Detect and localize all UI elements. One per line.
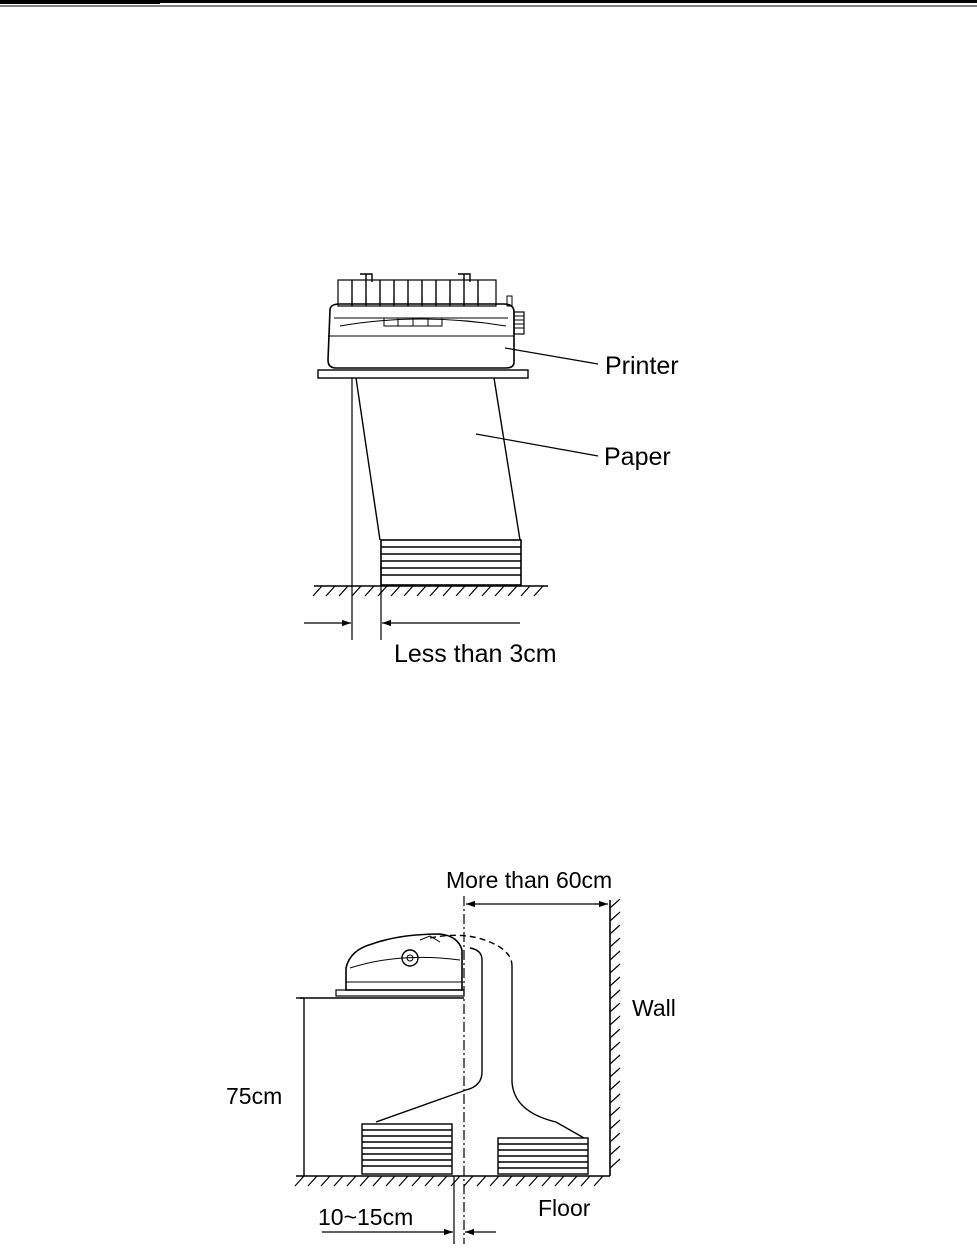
printer-label: Printer [605,352,679,380]
hatch-mark [404,586,413,596]
hatch-mark [495,586,504,596]
wall-label: Wall [632,995,676,1021]
hatch-mark [430,586,439,596]
hatch-mark [610,1068,620,1077]
hatch-mark [443,586,452,596]
hatch-mark [542,1176,551,1186]
hatch-mark [438,1176,447,1186]
hatch-mark [417,586,426,596]
hatch-mark [321,1176,330,1186]
hatch-mark [477,1176,486,1186]
wall-hatch [610,899,620,1168]
hatch-mark [347,1176,356,1186]
header-rule [0,0,977,6]
paper-stack-front [362,1124,452,1174]
hatch-mark [610,1159,620,1168]
hatch-mark [482,586,491,596]
hatch-mark [412,1176,421,1186]
hatch-mark [365,586,374,596]
floor-hatch-top [313,586,548,596]
table-top [318,370,528,378]
hatch-mark [508,586,517,596]
hatch-mark [334,1176,343,1186]
hatch-mark [326,586,335,596]
hatch-mark [378,586,387,596]
paper-path-dashed [430,935,512,966]
hatch-mark [610,1146,620,1155]
printer-illustration [328,274,524,368]
hatch-mark [386,1176,395,1186]
hatch-mark [610,951,620,960]
hatch-mark [391,586,400,596]
hatch-mark [503,1176,512,1186]
hatch-mark [610,1055,620,1064]
hatch-mark [610,1042,620,1051]
hatch-mark [610,925,620,934]
top-figure [304,274,598,640]
printer-side-illustration [336,934,464,996]
floor-label: Floor [538,1195,591,1221]
printer-leader [505,348,598,364]
clearance-wall-label: More than 60cm [446,867,613,893]
paper-stack-rear [498,1138,588,1174]
hatch-mark [464,1176,473,1186]
hatch-mark [360,1176,369,1186]
hatch-mark [610,1094,620,1103]
offset-label: 10~15cm [318,1204,414,1230]
bottom-figure [295,896,620,1244]
paper-leader [476,434,598,456]
hatch-mark [610,990,620,999]
hatch-mark [490,1176,499,1186]
hatch-mark [313,586,322,596]
hatch-mark [610,977,620,986]
hatch-mark [339,586,348,596]
hatch-mark [594,1176,603,1186]
hatch-mark [610,1003,620,1012]
hatch-mark [516,1176,525,1186]
height-label: 75cm [226,1083,283,1109]
paper-path-front [376,948,482,1122]
paper-path-rear [512,966,584,1138]
hatch-mark [521,586,530,596]
hatch-mark [555,1176,564,1186]
hatch-mark [308,1176,317,1186]
hatch-mark [469,586,478,596]
hatch-mark [610,1107,620,1116]
paper-label: Paper [604,443,671,471]
hatch-mark [610,938,620,947]
clearance-label: Less than 3cm [394,640,557,668]
hatch-mark [610,1081,620,1090]
hatch-mark [610,1016,620,1025]
hatch-mark [610,1133,620,1142]
paper-feed [356,378,520,540]
hatch-mark [373,1176,382,1186]
hatch-mark [529,1176,538,1186]
hatch-mark [534,586,543,596]
hatch-mark [352,586,361,596]
hatch-mark [610,899,620,908]
hatch-mark [610,1029,620,1038]
hatch-mark [610,964,620,973]
hatch-mark [451,1176,460,1186]
hatch-mark [610,912,620,921]
paper-stack [381,540,521,585]
floor-hatch-bottom [295,1176,603,1186]
hatch-mark [610,1120,620,1129]
hatch-mark [425,1176,434,1186]
hatch-mark [568,1176,577,1186]
hatch-mark [399,1176,408,1186]
hatch-mark [456,586,465,596]
hatch-mark [295,1176,304,1186]
hatch-mark [581,1176,590,1186]
